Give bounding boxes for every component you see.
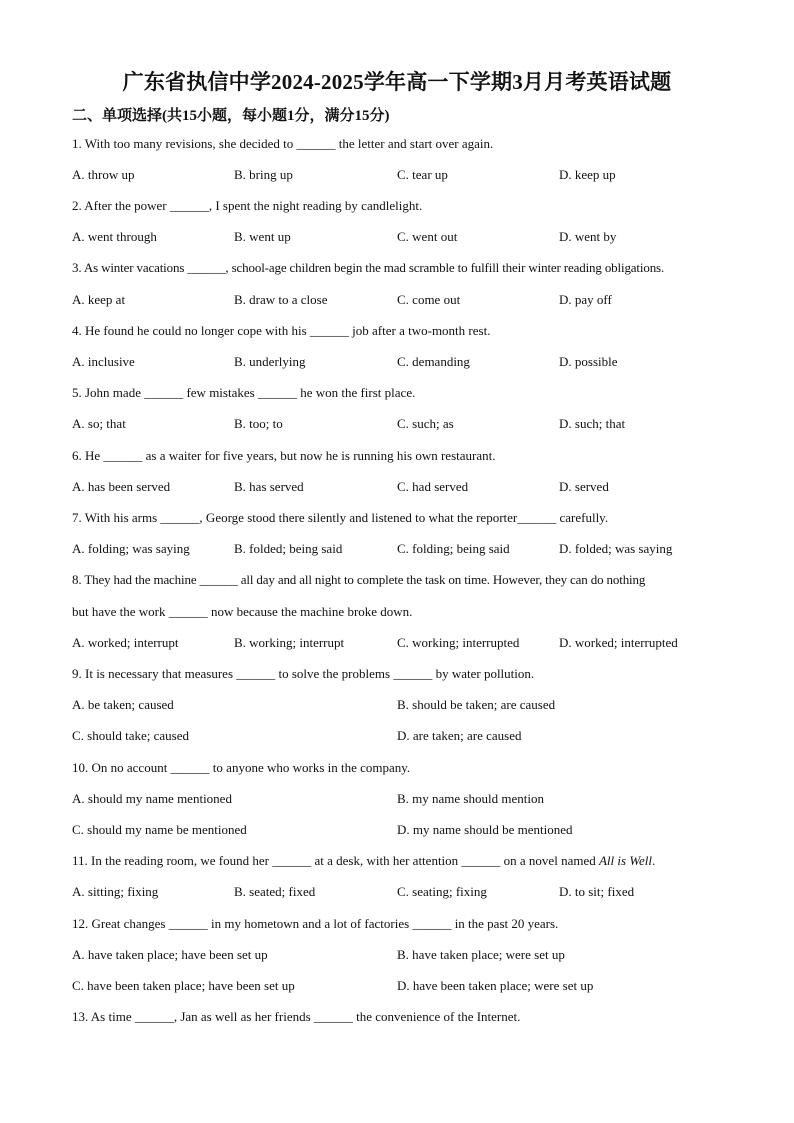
- option-a: A. should my name mentioned: [72, 791, 232, 806]
- option-a: A. so; that: [72, 416, 126, 431]
- option-a: A. went through: [72, 229, 157, 244]
- option-c: C. come out: [397, 292, 461, 307]
- option-a: A. has been served: [72, 479, 171, 494]
- option-d: D. are taken; are caused: [397, 728, 522, 743]
- option-d: D. to sit; fixed: [559, 884, 635, 899]
- option-b: B. too; to: [234, 416, 283, 431]
- option-c: C. should my name be mentioned: [72, 822, 247, 837]
- option-d: D. have been taken place; were set up: [397, 978, 594, 993]
- question-stem: 7. With his arms ______, George stood there silently and listened to what the reporter______ carefully.: [72, 510, 609, 525]
- option-c: C. folding; being said: [397, 541, 510, 556]
- option-d: D. served: [559, 479, 609, 494]
- option-c: C. working; interrupted: [397, 635, 520, 650]
- option-c: C. tear up: [397, 167, 448, 182]
- option-a: A. have taken place; have been set up: [72, 947, 268, 962]
- option-b: B. have taken place; were set up: [397, 947, 565, 962]
- question-stem: 1. With too many revisions, she decided to ______ the letter and start over again.: [72, 136, 494, 151]
- option-d: D. pay off: [559, 292, 612, 307]
- option-a: A. inclusive: [72, 354, 135, 369]
- option-c: C. had served: [397, 479, 469, 494]
- question-stem: [72, 853, 655, 869]
- exam-title: 广东省执信中学2024-2025学年高一下学期3月月考英语试题: [122, 70, 672, 94]
- option-b: B. seated; fixed: [234, 884, 316, 899]
- option-a: A. be taken; caused: [72, 697, 174, 712]
- option-a: A. keep at: [72, 292, 126, 307]
- question-stem: 9. It is necessary that measures ______ to solve the problems ______ by water pollution.: [72, 666, 535, 681]
- option-b: B. should be taken; are caused: [397, 697, 556, 712]
- question-stem: 2. After the power ______, I spent the night reading by candlelight.: [72, 198, 423, 213]
- option-c: C. demanding: [397, 354, 470, 369]
- option-b: B. went up: [234, 229, 291, 244]
- option-c: C. seating; fixing: [397, 884, 487, 899]
- option-c: C. went out: [397, 229, 458, 244]
- option-a: A. folding; was saying: [72, 541, 190, 556]
- option-a: A. sitting; fixing: [72, 884, 159, 899]
- option-c: C. have been taken place; have been set up: [72, 978, 295, 993]
- question-stem: 13. As time ______, Jan as well as her friends ______ the convenience of the Internet.: [72, 1009, 521, 1024]
- question-stem: 4. He found he could no longer cope with his ______ job after a two-month rest.: [72, 323, 491, 338]
- option-b: B. working; interrupt: [234, 635, 345, 650]
- option-b: B. draw to a close: [234, 292, 328, 307]
- novel-title: All is Well: [598, 853, 652, 868]
- question-stem: 8. They had the machine ______ all day and all night to complete the task on time. However, they can do nothing: [72, 572, 646, 587]
- option-d: D. possible: [559, 354, 618, 369]
- question-stem: 10. On no account ______ to anyone who works in the company.: [72, 760, 411, 775]
- option-d: D. worked; interrupted: [559, 635, 678, 650]
- option-b: B. bring up: [234, 167, 293, 182]
- question-stem: 3. As winter vacations ______, school-age children begin the mad scramble to fulfill their winter reading obligations.: [72, 260, 665, 275]
- option-c: C. should take; caused: [72, 728, 189, 743]
- question-stem-end: .: [651, 853, 656, 868]
- question-stem: 5. John made ______ few mistakes ______ he won the first place.: [72, 385, 416, 400]
- option-b: B. folded; being said: [234, 541, 343, 556]
- question-stem: 6. He ______ as a waiter for five years, but now he is running his own restaurant.: [72, 448, 496, 463]
- option-d: D. my name should be mentioned: [397, 822, 573, 837]
- option-d: D. such; that: [559, 416, 626, 431]
- question-stem-continued: but have the work ______ now because the machine broke down.: [72, 604, 413, 619]
- option-d: D. folded; was saying: [559, 541, 673, 556]
- question-stem-text: 11. In the reading room, we found her ______ at a desk, with her attention ______ on a novel named: [72, 853, 599, 868]
- option-b: B. underlying: [234, 354, 306, 369]
- option-a: A. worked; interrupt: [72, 635, 179, 650]
- option-a: A. throw up: [72, 167, 135, 182]
- option-c: C. such; as: [397, 416, 454, 431]
- question-stem: 12. Great changes ______ in my hometown and a lot of factories ______ in the past 20 years.: [72, 916, 559, 931]
- option-b: B. my name should mention: [397, 791, 544, 806]
- option-b: B. has served: [234, 479, 304, 494]
- section-heading: 二、单项选择(共15小题，每小题1分，满分15分): [72, 108, 390, 124]
- option-d: D. went by: [559, 229, 617, 244]
- option-d: D. keep up: [559, 167, 616, 182]
